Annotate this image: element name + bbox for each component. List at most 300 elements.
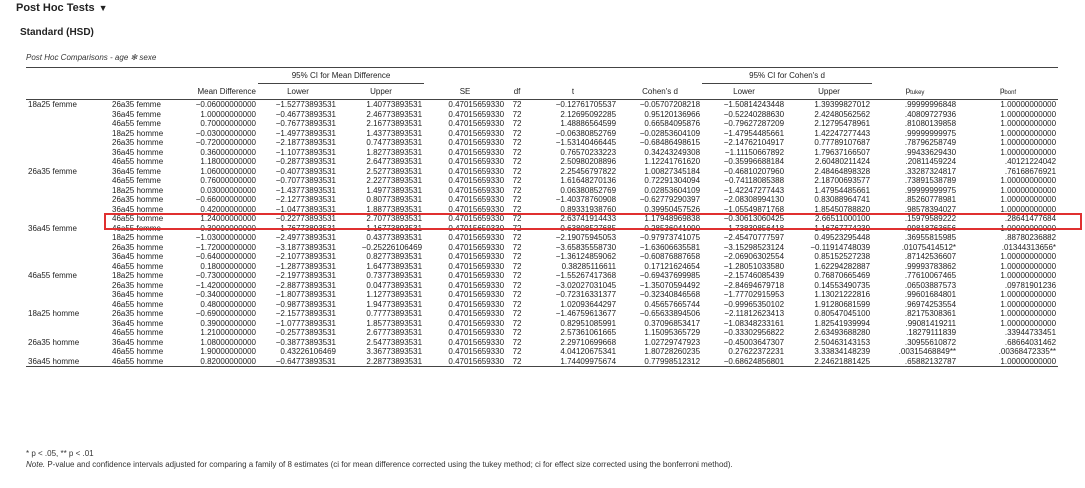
cell-d-upper: 1.91280681599 — [814, 299, 871, 309]
cell-ci-lower: −1.43773893531 — [275, 185, 337, 195]
cell-df: 72 — [512, 119, 522, 128]
cell-ci-lower: −1.10773893531 — [275, 147, 337, 157]
cell-group-1 — [26, 233, 110, 243]
cell-se: 0.47015659330 — [448, 147, 505, 157]
cell-df: 72 — [512, 195, 522, 204]
cell-group-2: 18a25 homme — [112, 185, 164, 195]
cell-t-value: −0.63808527685 — [555, 223, 617, 233]
cell-df: 72 — [512, 166, 522, 176]
cell-mean-difference: 0.39000000000 — [200, 318, 257, 328]
cell-d-lower: −2.15746085439 — [723, 271, 785, 280]
cell-t-value: −1.53140466445 — [555, 138, 617, 147]
cell-cohens-d: 1.80728260235 — [644, 347, 701, 356]
cell-ci-lower: −0.70773893531 — [275, 176, 337, 185]
cell-se: 0.47015659330 — [448, 252, 505, 261]
cell-group-2: 36a45 homme — [112, 204, 164, 214]
section-title-label: Post Hoc Tests — [16, 2, 95, 14]
cell-group-2: 18a25 homme — [112, 271, 164, 280]
cell-cohens-d: 1.00827345184 — [644, 166, 701, 176]
col-lower-d: Lower — [702, 84, 786, 100]
cell-p-tukey: .96974253554 — [904, 299, 957, 309]
cell-p-bonf: .33944733451 — [1004, 328, 1057, 337]
table-row — [26, 167, 1058, 177]
cell-group-2: 36a45 homme — [112, 337, 164, 347]
cell-group-2: 36a45 femme — [112, 166, 161, 176]
table-row — [26, 176, 1058, 186]
cell-cohens-d: −0.60876887658 — [639, 252, 701, 261]
cell-mean-difference: −1.42000000000 — [195, 280, 257, 290]
cell-df: 72 — [512, 138, 522, 147]
cell-t-value: 0.76570233223 — [560, 147, 617, 157]
cell-t-value: −1.36124859062 — [555, 252, 617, 261]
cell-se: 0.47015659330 — [448, 271, 505, 280]
cell-p-bonf: 1.00000000000 — [1000, 147, 1057, 157]
cell-ci-upper: 0.74773893531 — [366, 138, 423, 147]
cell-group-1: 18a25 femme — [28, 100, 77, 109]
cell-p-tukey: .77610067465 — [904, 271, 957, 280]
cell-p-tukey: .99818763656 — [904, 223, 957, 233]
cell-cohens-d: 0.17121624654 — [644, 261, 701, 271]
cell-d-lower: −0.45003647307 — [723, 337, 785, 347]
cell-t-value: 2.63741914433 — [560, 214, 617, 223]
cell-ci-upper: 2.28773893531 — [338, 357, 424, 367]
cell-ci-upper: 2.70773893531 — [366, 214, 423, 223]
cell-ci-upper: 2.16773893531 — [366, 119, 423, 128]
ci-mean-diff-header: 95% CI for Mean Difference — [258, 68, 424, 84]
table-row — [26, 300, 1058, 310]
col-upper: Upper — [338, 84, 424, 100]
cell-d-upper: 2.63493688280 — [814, 328, 871, 337]
cell-t-value: −0.12761705537 — [555, 100, 617, 109]
cell-se: 0.47015659330 — [448, 233, 505, 242]
cell-group-1 — [26, 262, 110, 272]
cell-p-bonf: 1.00000000000 — [1000, 299, 1057, 309]
cell-group-2: 18a25 homme — [112, 233, 164, 242]
cell-cohens-d: −0.28536041090 — [639, 223, 701, 233]
cell-group-1: 36a45 femme — [28, 223, 77, 233]
cell-group-1 — [26, 129, 110, 139]
cell-df: 72 — [512, 185, 522, 195]
cell-d-lower: −0.35996688184 — [723, 157, 785, 166]
cell-p-tukey: .33287324817 — [904, 166, 957, 176]
cell-ci-upper: 1.16773893531 — [366, 223, 423, 233]
cell-mean-difference: −0.69000000000 — [195, 309, 257, 318]
cell-ci-lower: −0.25773893531 — [275, 328, 337, 337]
cell-df: 72 — [512, 252, 522, 261]
cell-d-upper: 1.47954485661 — [814, 185, 871, 195]
cell-t-value: −2.19075945053 — [555, 233, 617, 242]
cell-t-value: −0.06380852769 — [555, 128, 617, 138]
cell-t-value: 2.25456797822 — [560, 166, 617, 176]
cell-d-upper: 2.42480562562 — [814, 109, 871, 119]
cell-cohens-d: 0.34243249308 — [644, 147, 701, 157]
cell-p-bonf: 1.00000000000 — [1000, 309, 1057, 318]
cell-t-value: 2.57361061665 — [560, 328, 617, 337]
cell-p-tukey: .99433629430 — [904, 147, 957, 157]
cell-t-value: −3.65835558730 — [555, 242, 617, 252]
cell-group-2: 46a55 homme — [112, 157, 164, 166]
cell-se: 0.47015659330 — [448, 109, 505, 119]
cell-p-bonf: .40121224042 — [1004, 157, 1057, 166]
table-row — [26, 252, 1058, 262]
cell-ci-upper: 2.64773893531 — [366, 157, 423, 166]
cell-group-2: 46a55 homme — [112, 261, 164, 271]
cell-t-value: 0.38285116611 — [561, 261, 617, 271]
cell-t-value: 1.02093644297 — [560, 299, 617, 309]
cell-df: 72 — [512, 328, 522, 337]
cell-p-bonf: .00368472335** — [998, 347, 1057, 356]
cell-cohens-d: 0.72291304094 — [644, 176, 701, 185]
cell-d-lower: −1.42247277443 — [723, 185, 785, 195]
cell-d-lower: −1.50814243448 — [723, 100, 785, 109]
cell-se: 0.47015659330 — [448, 100, 505, 109]
cell-ci-lower: −3.18773893531 — [275, 242, 337, 252]
cell-se: 0.47015659330 — [448, 337, 505, 347]
cell-mean-difference: −1.03000000000 — [195, 233, 257, 242]
cell-se: 0.47015659330 — [448, 157, 505, 166]
cell-mean-difference: 0.18000000000 — [200, 261, 257, 271]
cell-ci-upper: 0.04773893531 — [366, 280, 423, 290]
cell-ci-upper: 0.82773893531 — [366, 252, 423, 261]
cell-ci-upper: 3.36773893531 — [366, 347, 423, 356]
cell-ci-lower: −0.64773893531 — [258, 357, 338, 367]
cell-d-lower: −2.06906302554 — [723, 252, 785, 261]
cell-df: 72 — [512, 271, 522, 280]
cell-group-2: 18a25 homme — [112, 128, 164, 138]
cell-df: 72 — [512, 290, 522, 299]
cell-d-lower: −2.14762104917 — [723, 138, 785, 147]
cell-p-bonf: 1.00000000000 — [1000, 223, 1057, 233]
cell-ci-lower: −0.38773893531 — [275, 337, 337, 347]
col-cohens-d: Cohen's d — [618, 84, 702, 100]
cell-se: 0.47015659330 — [448, 309, 505, 318]
cell-ci-upper: 0.80773893531 — [366, 195, 423, 204]
cell-mean-difference: 1.90000000000 — [200, 347, 257, 356]
cell-mean-difference: 0.70000000000 — [200, 119, 257, 128]
cell-group-1: 36a45 homme — [26, 357, 110, 367]
cell-group-2: 46a55 homme — [110, 357, 180, 367]
cell-d-upper: 3.33834148239 — [814, 347, 871, 356]
cell-cohens-d: −0.02853604109 — [639, 128, 701, 138]
cell-p-tukey: .99999996848 — [904, 100, 957, 109]
table-row — [26, 290, 1058, 300]
cell-d-lower: −2.08308994130 — [723, 195, 785, 204]
cell-df: 72 — [512, 261, 522, 271]
collapse-caret-icon[interactable]: ▼ — [98, 3, 108, 13]
cell-ci-lower: −1.49773893531 — [275, 128, 337, 138]
cell-cohens-d: −1.63606635581 — [639, 242, 701, 252]
cell-cohens-d: 1.12241761620 — [644, 157, 701, 166]
cell-cohens-d: 1.15095365729 — [644, 328, 701, 337]
cell-d-upper: 1.85450788820 — [814, 204, 871, 214]
cell-se: 0.47015659330 — [448, 185, 505, 195]
cell-p-tukey: .00315468849** — [898, 347, 957, 356]
cell-d-lower: −0.74118085388 — [724, 176, 785, 185]
header-row-columns — [26, 84, 1058, 100]
cell-p-bonf: 1.00000000000 — [1000, 195, 1057, 204]
cell-group-2: 36a45 homme — [112, 290, 164, 299]
cell-d-upper: 1.16767774239 — [814, 223, 871, 233]
cell-ci-upper: 1.43773893531 — [366, 128, 423, 138]
cell-ci-lower: −2.49773893531 — [275, 233, 337, 242]
cell-ci-lower: −1.76773893531 — [275, 223, 337, 233]
cell-p-bonf: .09781901236 — [1004, 280, 1057, 290]
cell-d-lower: 0.27622372231 — [728, 347, 785, 356]
cell-group-2: 26a35 femme — [112, 100, 161, 109]
cell-p-tukey: .99999999975 — [904, 185, 957, 195]
cell-t-value: 1.74409975674 — [528, 357, 618, 367]
cell-p-tukey: .30955610872 — [904, 337, 957, 347]
cell-mean-difference: −1.72000000000 — [195, 242, 257, 252]
cell-se: 0.47015659330 — [448, 328, 505, 337]
cell-p-bonf: 1.00000000000 — [1000, 100, 1057, 109]
cell-p-tukey: .99993783862 — [904, 261, 957, 271]
cell-cohens-d: 0.39950457526 — [644, 204, 701, 214]
note-footnote — [26, 460, 733, 469]
cell-d-lower: −0.79627287209 — [723, 119, 785, 128]
cell-se: 0.47015659330 — [448, 242, 505, 252]
cell-p-bonf: .76168676921 — [1004, 166, 1057, 176]
cell-d-lower: −0.46810207960 — [723, 166, 785, 176]
cell-df: 72 — [512, 337, 522, 347]
cell-cohens-d: 0.66584095876 — [644, 119, 701, 128]
cell-p-tukey: .78796258749 — [904, 138, 957, 147]
cell-p-bonf: 1.00000000000 — [1000, 271, 1057, 280]
cell-df: 72 — [512, 100, 522, 109]
cell-cohens-d: 0.45657665744 — [644, 299, 701, 309]
cell-p-bonf: 1.00000000000 — [1000, 261, 1057, 271]
cell-df: 72 — [512, 299, 522, 309]
cell-ci-upper: 0.43773893531 — [366, 233, 423, 242]
cell-ci-upper: −0.25226106469 — [361, 242, 423, 252]
cell-p-tukey: .98578394027 — [904, 204, 957, 214]
cell-t-value: −0.72316331377 — [555, 290, 617, 299]
cell-df: 72 — [512, 204, 522, 214]
cell-p-bonf: 1.00000000000 — [1000, 252, 1057, 261]
cell-group-1 — [26, 157, 110, 167]
cell-ci-lower: −0.40773893531 — [275, 166, 337, 176]
cell-group-2: 26a35 homme — [112, 195, 164, 204]
cell-d-lower: −1.05549871768 — [723, 204, 785, 214]
cell-ci-upper: 2.67773893531 — [366, 328, 423, 337]
cell-ci-lower: −2.88773893531 — [275, 280, 337, 290]
cell-d-upper: 1.79637166507 — [814, 147, 871, 157]
cell-cohens-d: 0.37096853417 — [644, 318, 701, 328]
cell-group-1 — [26, 138, 110, 148]
cell-ci-upper: 0.73773893531 — [366, 271, 423, 280]
cell-ci-lower: −1.28773893531 — [275, 261, 337, 271]
post-hoc-tests-header[interactable] — [16, 2, 108, 14]
cell-group-1 — [26, 290, 110, 300]
cell-group-2: 46a55 homme — [112, 299, 164, 309]
table-row — [26, 243, 1058, 253]
cell-p-bonf: 1.00000000000 — [1000, 119, 1057, 128]
cell-t-value: −1.40378760908 — [555, 195, 617, 204]
cell-t-value: 0.89331938760 — [560, 204, 617, 214]
table-body — [26, 100, 1058, 367]
table-row — [26, 233, 1058, 243]
cell-group-2: 36a45 femme — [112, 109, 161, 119]
table-row — [26, 271, 1058, 281]
table-caption: Post Hoc Comparisons - age ✻ sexe — [26, 53, 157, 62]
standard-hsd-subtitle: Standard (HSD) — [20, 27, 94, 38]
table-row — [26, 309, 1058, 319]
table-row — [26, 110, 1058, 120]
cell-ci-lower: −2.19773893531 — [275, 271, 337, 280]
cell-df: 72 — [512, 223, 522, 233]
cell-se: 0.47015659330 — [448, 176, 505, 185]
cell-ci-upper: 1.88773893531 — [366, 204, 423, 214]
cell-mean-difference: −0.64000000000 — [195, 252, 257, 261]
cell-mean-difference: 0.36000000000 — [200, 147, 257, 157]
cell-ci-lower: −1.80773893531 — [275, 290, 337, 299]
cell-ci-lower: −0.22773893531 — [275, 214, 337, 223]
cell-se: 0.47015659330 — [448, 280, 505, 290]
cell-t-value: 0.82951085991 — [560, 318, 617, 328]
cell-mean-difference: 1.00000000000 — [200, 109, 257, 119]
cell-group-1 — [26, 243, 110, 253]
cell-p-tukey: .18279111839 — [906, 328, 957, 337]
cell-group-2: 26a35 homme — [112, 280, 164, 290]
ci-cohens-d-header: 95% CI for Cohen's d — [702, 68, 872, 84]
cell-t-value: 2.29710699668 — [560, 337, 617, 347]
cell-mean-difference: 1.24000000000 — [200, 214, 257, 223]
col-df: df — [506, 84, 528, 100]
cell-group-2: 46a55 homme — [112, 328, 164, 337]
cell-p-bonf: 1.00000000000 — [1000, 185, 1057, 195]
cell-d-upper: 1.39399827012 — [814, 100, 871, 109]
table-row — [26, 195, 1058, 205]
cell-d-upper: 0.14553490735 — [814, 280, 871, 290]
cell-t-value: −1.46759613677 — [555, 309, 617, 318]
cell-p-bonf: 1.00000000000 — [1000, 290, 1057, 299]
cell-group-1 — [26, 110, 110, 120]
cell-group-1 — [26, 186, 110, 196]
cell-group-1: 18a25 homme — [28, 309, 80, 318]
cell-t-value: 0.06380852769 — [560, 185, 617, 195]
cell-d-lower: −0.33302956822 — [723, 328, 785, 337]
cell-group-1 — [26, 319, 110, 329]
cell-df: 72 — [512, 128, 522, 138]
cell-p-tukey: .01075414512* — [901, 242, 957, 252]
cell-p-bonf: 1.00000000000 — [1000, 204, 1057, 214]
cell-mean-difference: 1.21000000000 — [200, 328, 257, 337]
cell-df: 72 — [512, 214, 522, 223]
cell-df: 72 — [512, 242, 522, 252]
cell-df: 72 — [512, 280, 522, 290]
cell-df: 72 — [512, 147, 522, 157]
cell-t-value: 2.12695092285 — [560, 109, 617, 119]
cell-d-upper: 1.62294282887 — [814, 261, 871, 271]
cell-group-1 — [26, 281, 110, 291]
cell-t-value: 1.61648270136 — [560, 176, 617, 185]
cell-d-lower: −1.77702915953 — [723, 290, 785, 299]
cell-d-lower: −2.45470777597 — [723, 233, 785, 242]
cell-se: 0.47015659330 — [448, 223, 505, 233]
cell-cohens-d: −0.97973741075 — [639, 233, 701, 242]
cell-group-2: 46a55 femme — [112, 223, 161, 233]
cell-df: 72 — [512, 176, 522, 185]
significance-footnote: * p < .05, ** p < .01 — [26, 449, 94, 458]
cell-d-lower: −0.68624856801 — [702, 357, 786, 367]
cell-mean-difference: 1.06000000000 — [200, 166, 257, 176]
cell-p-tukey: .99999999975 — [904, 128, 957, 138]
cell-group-1 — [26, 195, 110, 205]
cell-p-bonf: 1.00000000000 — [958, 357, 1058, 367]
cell-group-1: 26a35 homme — [28, 337, 80, 347]
cell-se: 0.47015659330 — [448, 204, 505, 214]
cell-group-1: 26a35 femme — [28, 166, 77, 176]
col-se: SE — [424, 84, 506, 100]
cell-d-upper: 0.80547045100 — [814, 309, 871, 318]
cell-cohens-d: 0.02853604109 — [644, 185, 701, 195]
cell-ci-upper: 2.46773893531 — [366, 109, 423, 119]
cell-group-2: 36a45 homme — [112, 252, 164, 261]
cell-mean-difference: 0.82000000000 — [180, 357, 258, 367]
cell-p-bonf: .88780236882 — [1004, 233, 1057, 242]
cell-d-lower: −0.99965350102 — [723, 299, 785, 309]
cell-d-upper: 0.85152527238 — [814, 252, 871, 261]
cell-ci-upper: 1.49773893531 — [366, 185, 423, 195]
cell-cohens-d: 1.02729747923 — [644, 337, 701, 347]
cell-d-upper: −0.11914748039 — [810, 242, 871, 252]
col-upper-d: Upper — [786, 84, 872, 100]
cell-cohens-d: −0.65633894506 — [639, 309, 701, 318]
cell-d-lower: −1.28051033580 — [723, 261, 785, 271]
table-row — [26, 338, 1058, 348]
col-p-tukey: ptukey — [872, 84, 958, 100]
table-row — [26, 119, 1058, 129]
cell-p-tukey: .99081419211 — [905, 318, 957, 328]
cell-d-lower: −1.73839856418 — [723, 223, 785, 233]
cell-group-2: 46a55 femme — [112, 176, 161, 185]
table-row — [26, 129, 1058, 139]
cell-cohens-d: −0.32340846568 — [639, 290, 701, 299]
table-row — [26, 281, 1058, 291]
col-p-bonf: pbonf — [958, 84, 1058, 100]
cell-se: 0.47015659330 — [448, 195, 505, 204]
cell-se: 0.47015659330 — [448, 299, 505, 309]
cell-d-lower: −1.11150667892 — [724, 147, 785, 157]
cell-group-2: 26a35 homme — [112, 138, 164, 147]
cell-d-lower: −1.08348233161 — [723, 318, 785, 328]
cell-se: 0.47015659330 — [448, 261, 505, 271]
cell-ci-lower: −2.15773893531 — [275, 309, 337, 318]
cell-ci-lower: −0.76773893531 — [275, 119, 337, 128]
cell-group-1: 46a55 femme — [28, 271, 77, 280]
cell-group-1 — [26, 347, 110, 357]
cell-se: 0.47015659330 — [424, 357, 506, 367]
table-row — [26, 138, 1058, 148]
cell-se: 0.47015659330 — [448, 214, 505, 223]
cell-se: 0.47015659330 — [448, 119, 505, 128]
cell-mean-difference: −0.34000000000 — [195, 290, 257, 299]
cell-ci-upper: 1.64773893531 — [366, 261, 423, 271]
cell-p-bonf: 1.00000000000 — [1000, 318, 1057, 328]
cell-mean-difference: −0.72000000000 — [195, 138, 257, 147]
cell-t-value: 1.48886564599 — [560, 119, 617, 128]
cell-mean-difference: −0.66000000000 — [195, 195, 257, 204]
cell-cohens-d: 0.95120136966 — [644, 109, 701, 119]
cell-p-bonf: 1.00000000000 — [1000, 176, 1057, 185]
cell-cohens-d: −0.62779290397 — [639, 195, 701, 204]
cell-se: 0.47015659330 — [448, 128, 505, 138]
cell-d-upper: 1.13021222816 — [814, 290, 871, 299]
cell-d-lower: −2.11812623413 — [724, 309, 785, 318]
cell-d-upper: 1.42247277443 — [814, 128, 871, 138]
cell-mean-difference: −0.06000000000 — [195, 100, 257, 109]
cell-se: 0.47015659330 — [448, 138, 505, 147]
